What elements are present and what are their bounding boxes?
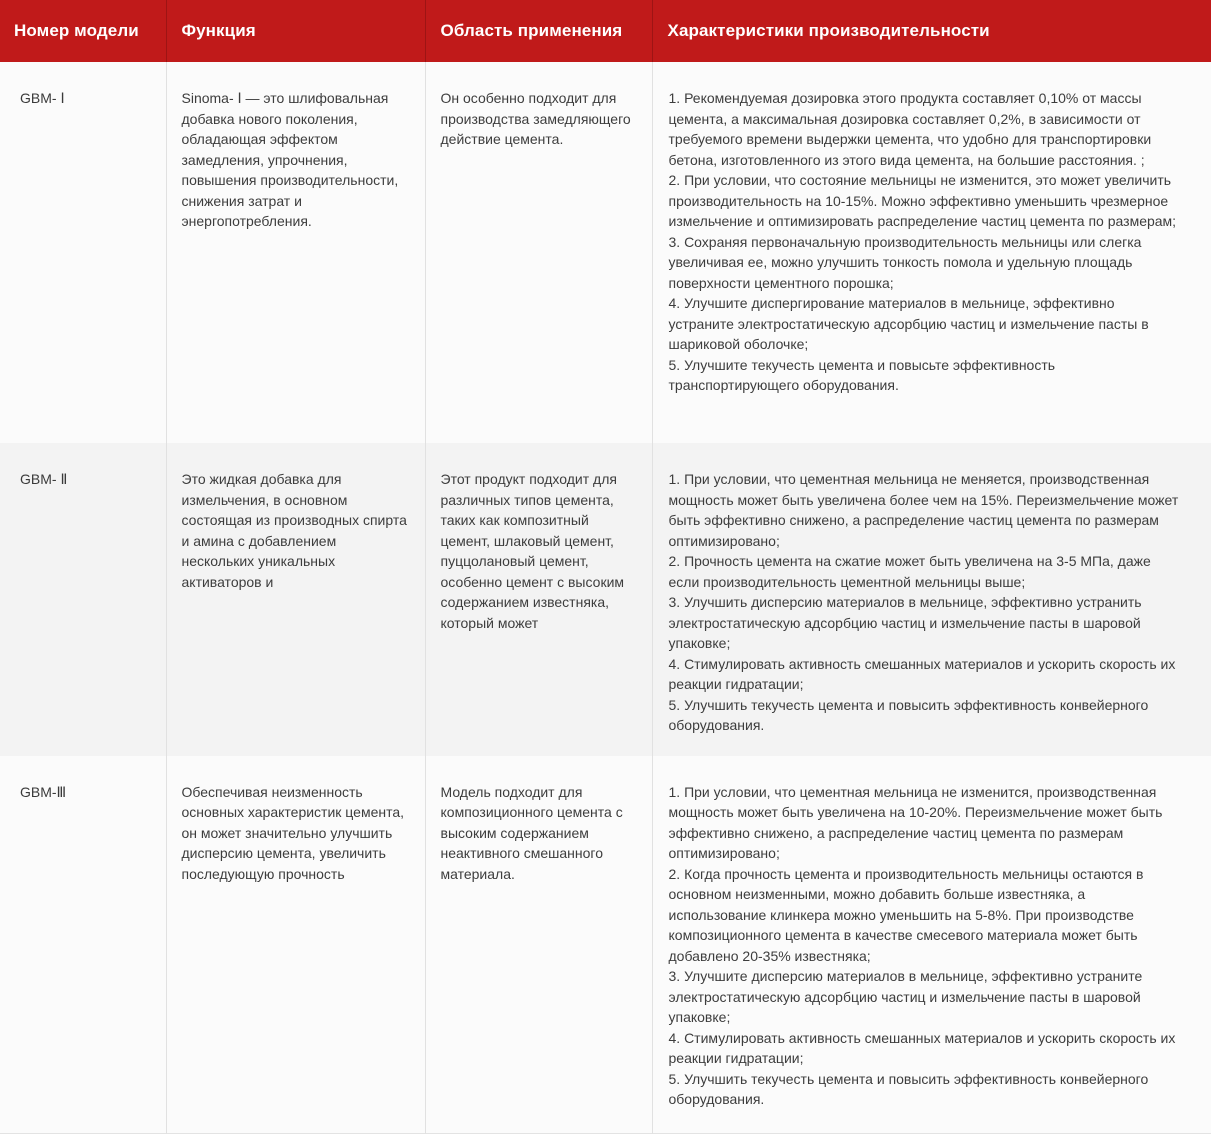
function-cell: Это жидкая добавка для измельчения, в основном состоящая из производных спирта и амина с добавлением нескольких уникальных активаторов и [166, 443, 425, 756]
table-row-gbm-3 [0, 756, 1211, 1134]
application-area-cell: Модель подходит для композиционного цемента с высоким содержанием неактивного смешанного материала. [425, 756, 652, 1134]
table-row-gbm-1 [0, 62, 1211, 443]
model-number-cell: GBM-Ⅲ [20, 783, 67, 800]
column-header-model-number: Номер модели [0, 0, 166, 62]
application-area-cell: Этот продукт подходит для различных типов цемента, таких как композитный цемент, шлаковый цемент, пуццолановый цемент, особенно цемент с высоким содержанием известняка, который может [425, 443, 652, 756]
column-header-application-area: Область применения [425, 0, 652, 62]
application-area-cell: Он особенно подходит для производства замедляющего действие цемента. [425, 62, 652, 443]
column-header-function: Функция [166, 0, 425, 62]
column-header-performance-characteristics: Характеристики производительности [652, 0, 1211, 62]
model-number-cell: GBM- Ⅱ [20, 471, 68, 487]
table-header-row [0, 0, 1211, 62]
table-row-gbm-2 [0, 443, 1211, 756]
performance-characteristics-cell: 1. Рекомендуемая дозировка этого продукта составляет 0,10% от массы цемента, а максимальная дозировка составляет 0,2%, в зависимости от требуемого времени выдержки цемента, что удобно для транспортировки бетона, изготовленного из этого вида цемента, на большие расстояния. ; 2. При условии, что состояние мельницы не изменится, это может увеличить производительность на 10-15%. Можно эффективно уменьшить чрезмерное измельчение и оптимизировать распределение частиц цемента по размерам; 3. Сохраняя первоначальную производительность мельницы или слегка увеличивая ее, можно улучшить тонкость помола и удельную площадь поверхности цементного порошка; 4. Улучшите диспергирование материалов в мельнице, эффективно устраните электростатическую адсорбцию частиц и измельчение пасты в шариковой оболочке; 5. Улучшите текучесть цемента и повысьте эффективность транспортирующего оборудования. [652, 62, 1211, 443]
performance-characteristics-cell: 1. При условии, что цементная мельница не меняется, производственная мощность может быть увеличена более чем на 15%. Переизмельчение может быть эффективно снижено, а распределение частиц цемента по размерам оптимизировано; 2. Прочность цемента на сжатие может быть увеличена на 3-5 МПа, даже если производительность цементной мельницы выше; 3. Улучшить дисперсию материалов в мельнице, эффективно устранить электростатическую адсорбцию частиц и измельчение пасты в шаровой упаковке; 4. Стимулировать активность смешанных материалов и ускорить скорость их реакции гидратации; 5. Улучшить текучесть цемента и повысить эффективность конвейерного оборудования. [652, 443, 1211, 756]
performance-characteristics-cell: 1. При условии, что цементная мельница не изменится, производственная мощность может быть увеличена на 10-20%. Переизмельчение может быть эффективно снижено, а распределение частиц цемента по размерам оптимизировано; 2. Когда прочность цемента и производительность мельницы остаются в основном неизменными, можно добавить больше известняка, а использование клинкера можно уменьшить на 5-8%. При производстве композиционного цемента в качестве смесевого материала может быть добавлено 20-35% известняка; 3. Улучшите дисперсию материалов в мельнице, эффективно устраните электростатическую адсорбцию частиц и измельчение пасты в шаровой упаковке; 4. Стимулировать активность смешанных материалов и ускорить скорость их реакции гидратации; 5. Улучшить текучесть цемента и повысить эффективность конвейерного оборудования. [652, 756, 1211, 1134]
function-cell: Обеспечивая неизменность основных характеристик цемента, он может значительно улучшить дисперсию цемента, увеличить последующую прочность [166, 756, 425, 1134]
function-cell: Sinoma- Ⅰ — это шлифовальная добавка нового поколения, обладающая эффектом замедления, упрочнения, повышения производительности, снижения затрат и энергопотребления. [166, 62, 425, 443]
model-number-cell: GBM- Ⅰ [20, 90, 65, 106]
